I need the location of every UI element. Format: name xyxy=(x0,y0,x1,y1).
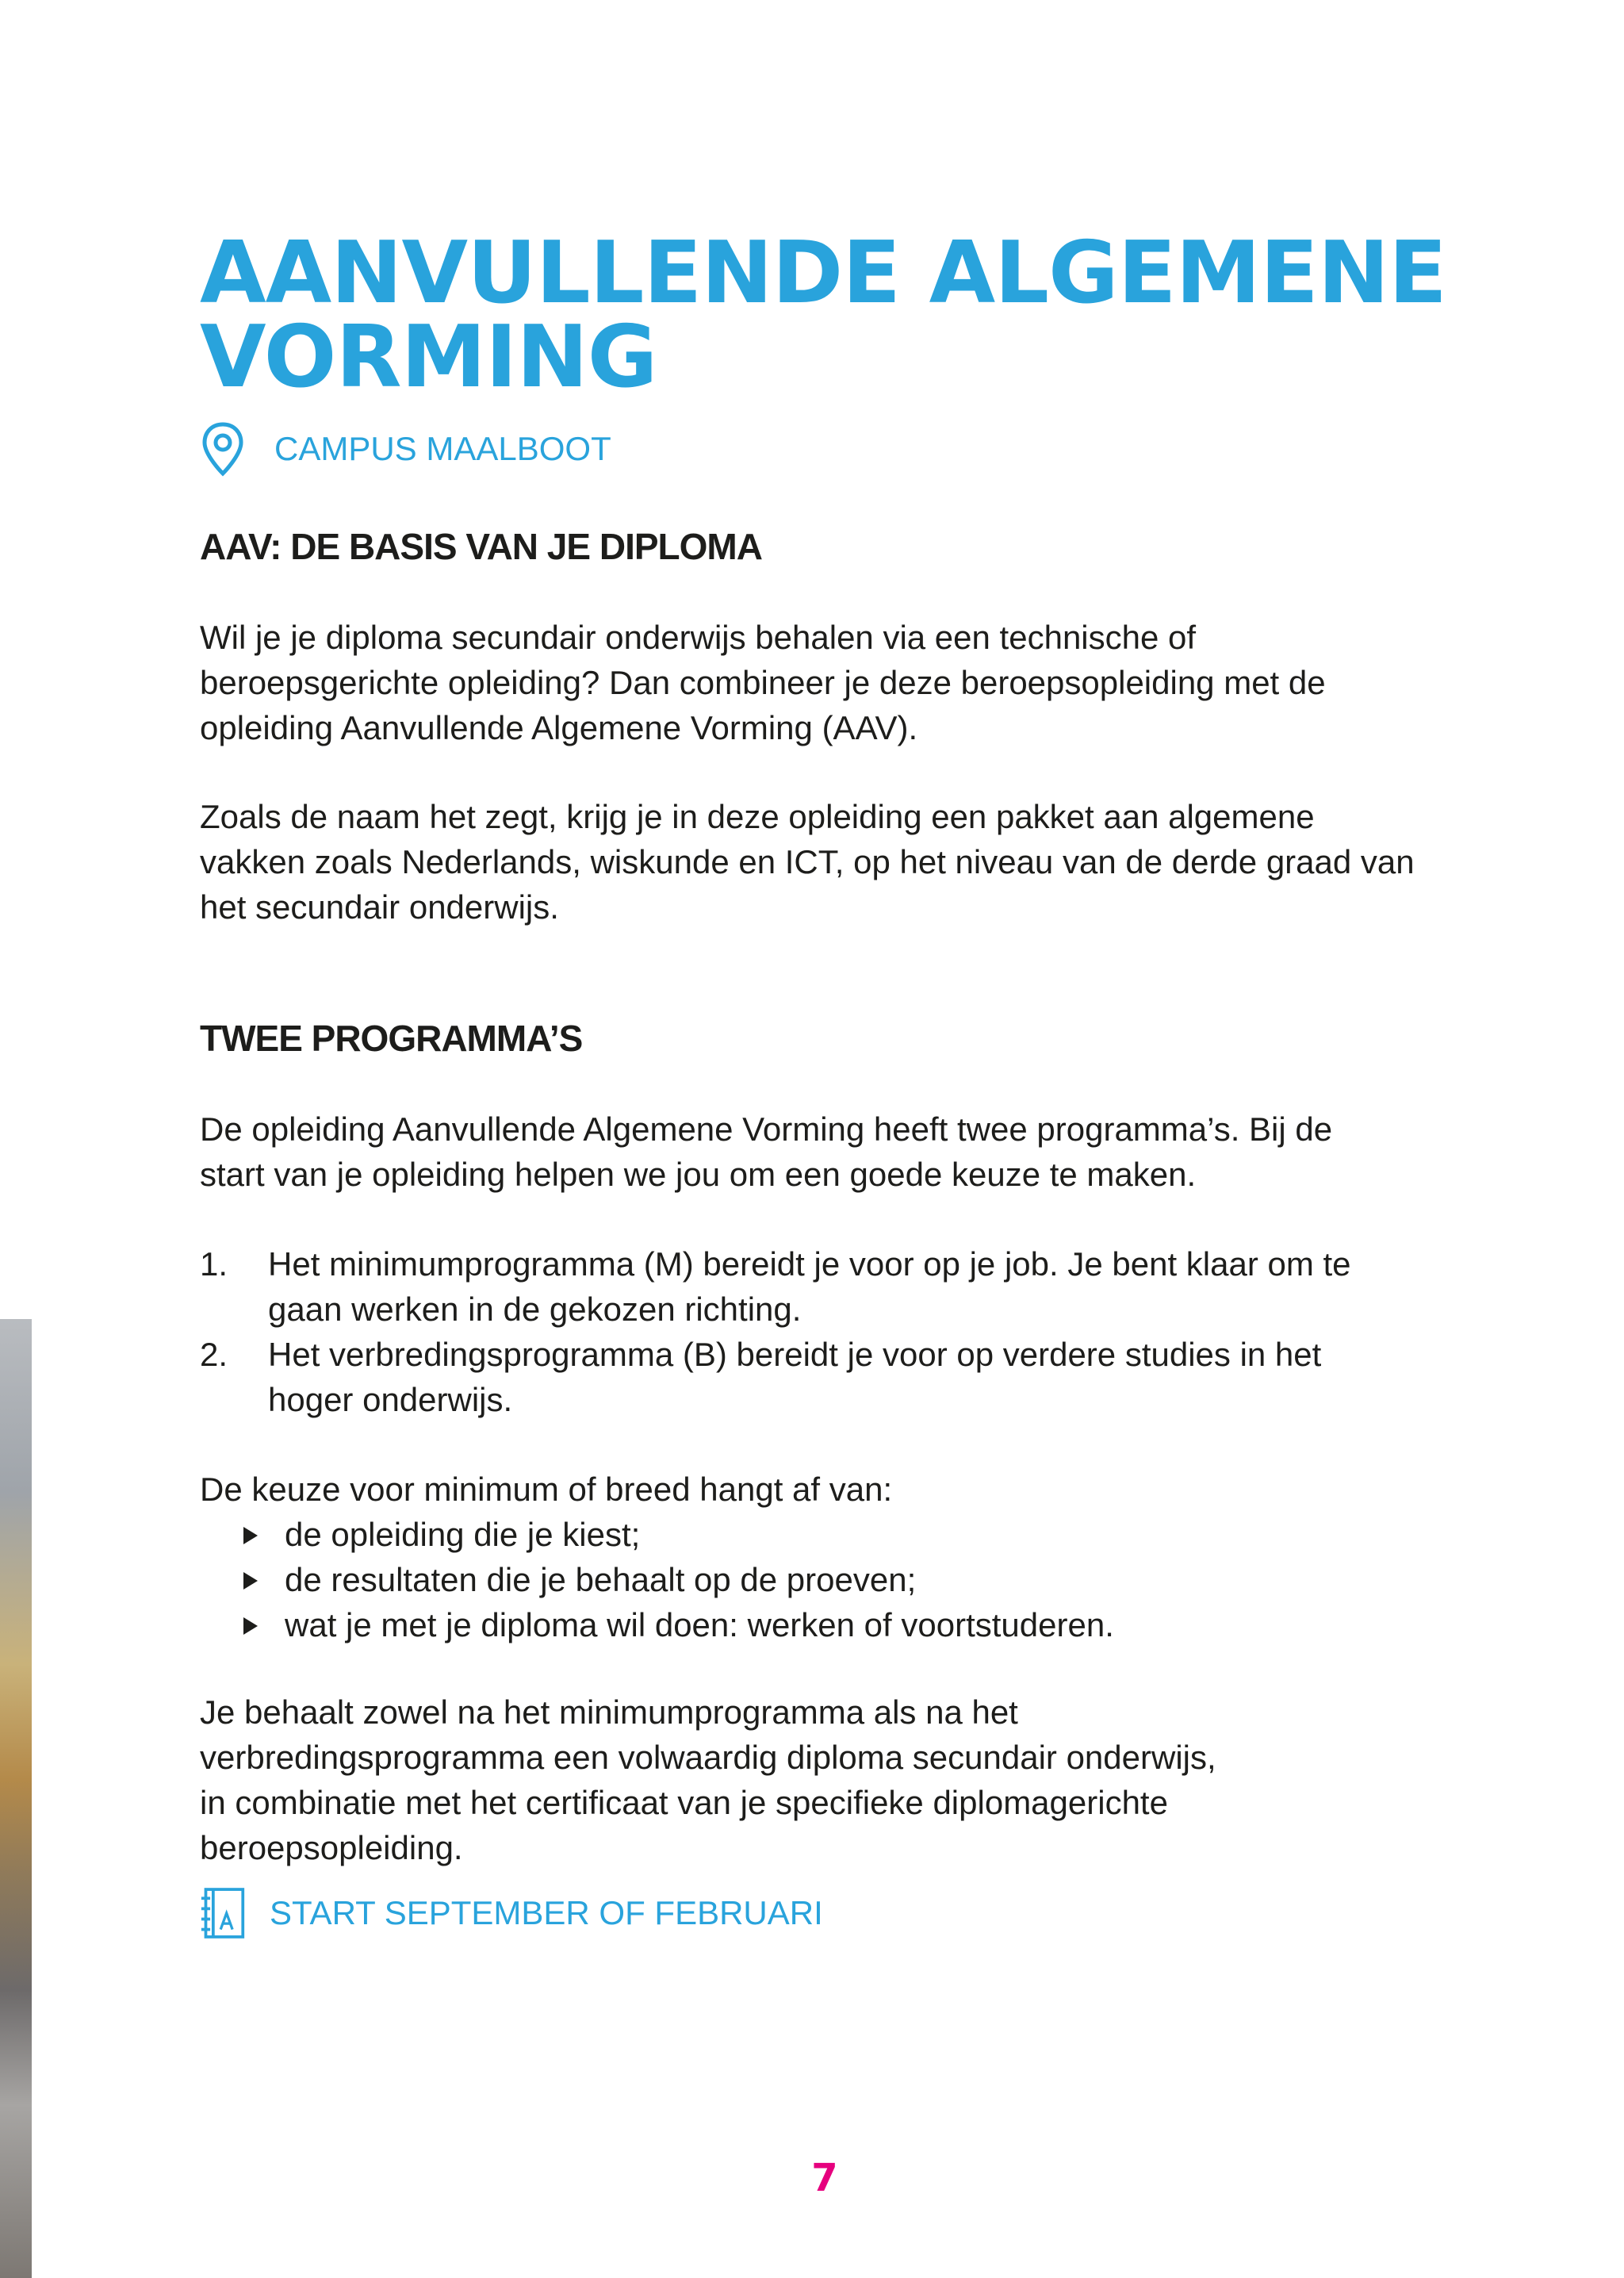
text-line: het secundair onderwijs. xyxy=(200,888,559,926)
text-line: opleiding Aanvullende Algemene Vorming (AAV). xyxy=(200,709,918,746)
program-list xyxy=(200,1241,1437,1422)
page-title xyxy=(200,224,1469,407)
location-pin-icon xyxy=(200,420,246,477)
agenda-icon xyxy=(200,1885,246,1942)
triangle-bullet-icon xyxy=(243,1527,258,1544)
section-heading-programmas: TWEE PROGRAMMA’S xyxy=(200,1018,583,1059)
paragraph-basis-1 xyxy=(200,615,1437,750)
page-title-line-2: VORMING xyxy=(200,308,657,407)
choice-intro: De keuze voor minimum of breed hangt af van: xyxy=(200,1471,893,1508)
bullet-text: wat je met je diploma wil doen: werken of voortstuderen. xyxy=(285,1606,1114,1643)
paragraph-closing xyxy=(200,1689,1437,1870)
text-line: beroepsgerichte opleiding? Dan combineer je deze beroepsopleiding met de xyxy=(200,664,1326,701)
text-line: beroepsopleiding. xyxy=(200,1829,463,1866)
list-item xyxy=(200,1241,1437,1332)
text-line: hoger onderwijs. xyxy=(268,1381,513,1418)
text-line: Je behaalt zowel na het minimumprogramma als na het xyxy=(200,1693,1018,1731)
text-line: in combinatie met het certificaat van je specifieke diplomagerichte xyxy=(200,1784,1168,1821)
triangle-bullet-icon xyxy=(243,1572,258,1590)
bullet-text: de resultaten die je behaalt op de proeven; xyxy=(285,1561,917,1598)
location-label: CAMPUS MAALBOOT xyxy=(274,430,611,467)
text-line: Zoals de naam het zegt, krijg je in deze opleiding een pakket aan algemene xyxy=(200,798,1315,835)
text-line: verbredingsprogramma een volwaardig diploma secundair onderwijs, xyxy=(200,1739,1216,1776)
text-line: Wil je je diploma secundair onderwijs behalen via een technische of xyxy=(200,619,1197,656)
section-heading-basis: AAV: DE BASIS VAN JE DIPLOMA xyxy=(200,526,762,567)
list-number: 1. xyxy=(200,1245,228,1283)
list-item xyxy=(242,1512,1114,1557)
text-line: start van je opleiding helpen we jou om een goede keuze te maken. xyxy=(200,1156,1197,1193)
start-label: START SEPTEMBER OF FEBRUARI xyxy=(270,1894,823,1931)
page-number: 7 xyxy=(811,2156,838,2200)
paragraph-basis-2 xyxy=(200,794,1437,930)
choice-bullet-list xyxy=(242,1512,1114,1647)
list-item xyxy=(200,1332,1437,1422)
side-photo-strip xyxy=(0,1319,32,2278)
list-item xyxy=(242,1557,1114,1602)
text-line: vakken zoals Nederlands, wiskunde en ICT, op het niveau van de derde graad van xyxy=(200,843,1415,880)
text-line: gaan werken in de gekozen richting. xyxy=(268,1290,802,1328)
paragraph-programmas-intro xyxy=(200,1106,1437,1197)
location-row xyxy=(200,420,611,477)
text-line: Het minimumprogramma (M) bereidt je voor op je job. Je bent klaar om te xyxy=(268,1245,1351,1283)
triangle-bullet-icon xyxy=(243,1617,258,1635)
start-row xyxy=(200,1885,823,1942)
list-item xyxy=(242,1602,1114,1647)
text-line: Het verbredingsprogramma (B) bereidt je voor op verdere studies in het xyxy=(268,1336,1322,1373)
bullet-text: de opleiding die je kiest; xyxy=(285,1516,641,1553)
text-line: De opleiding Aanvullende Algemene Vorming heeft twee programma’s. Bij de xyxy=(200,1110,1333,1148)
page-title-line-1: AANVULLENDE ALGEMENE xyxy=(200,224,1446,323)
list-number: 2. xyxy=(200,1336,228,1373)
